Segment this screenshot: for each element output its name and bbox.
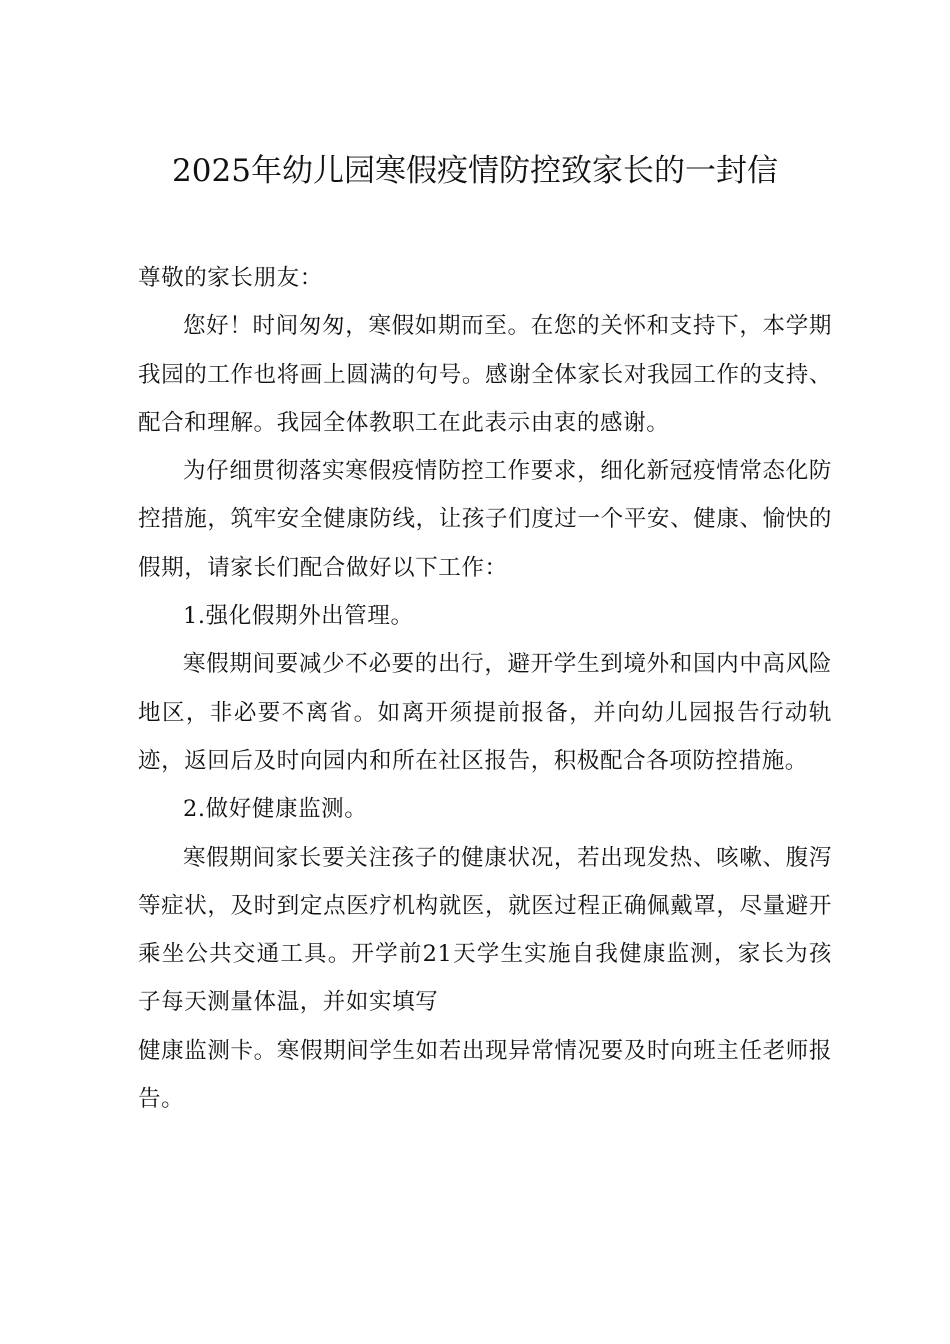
paragraph-travel: 寒假期间要减少不必要的出行，避开学生到境外和国内中高风险地区，非必要不离省。如离开须提前报备，并向幼儿园报告行动轨迹，返回后及时向园内和所在社区报告，积极配合各项防控措施。 xyxy=(138,651,832,774)
document-title: 2025年幼儿园寒假疫情防控致家长的一封信 xyxy=(172,153,778,189)
section-heading-health: 2.做好健康监测。 xyxy=(183,796,368,823)
paragraph-greeting: 您好！时间匆匆，寒假如期而至。在您的关怀和支持下，本学期我园的工作也将画上圆满的句号。感谢全体家长对我园工作的支持、配合和理解。我园全体教职工在此表示由衷的感谢。 xyxy=(138,313,832,436)
letter-body xyxy=(138,254,832,1123)
section-heading-travel: 1.强化假期外出管理。 xyxy=(183,603,414,630)
paragraph-continuation: 健康监测卡。寒假期间学生如若出现异常情况要及时向班主任老师报告。 xyxy=(138,1037,832,1113)
paragraph-health: 寒假期间家长要关注孩子的健康状况，若出现发热、咳嗽、腹泻等症状，及时到定点医疗机构就医，就医过程正确佩戴罩，尽量避开乘坐公共交通工具。开学前21天学生实施自我健康监测，家长为孩子每天测量体温，并如实填写 xyxy=(138,844,832,1016)
paragraph-intro: 为仔细贯彻落实寒假疫情防控工作要求，细化新冠疫情常态化防控措施，筑牢安全健康防线，让孩子们度过一个平安、健康、愉快的假期，请家长们配合做好以下工作： xyxy=(138,458,832,581)
salutation: 尊敬的家长朋友： xyxy=(138,265,323,291)
